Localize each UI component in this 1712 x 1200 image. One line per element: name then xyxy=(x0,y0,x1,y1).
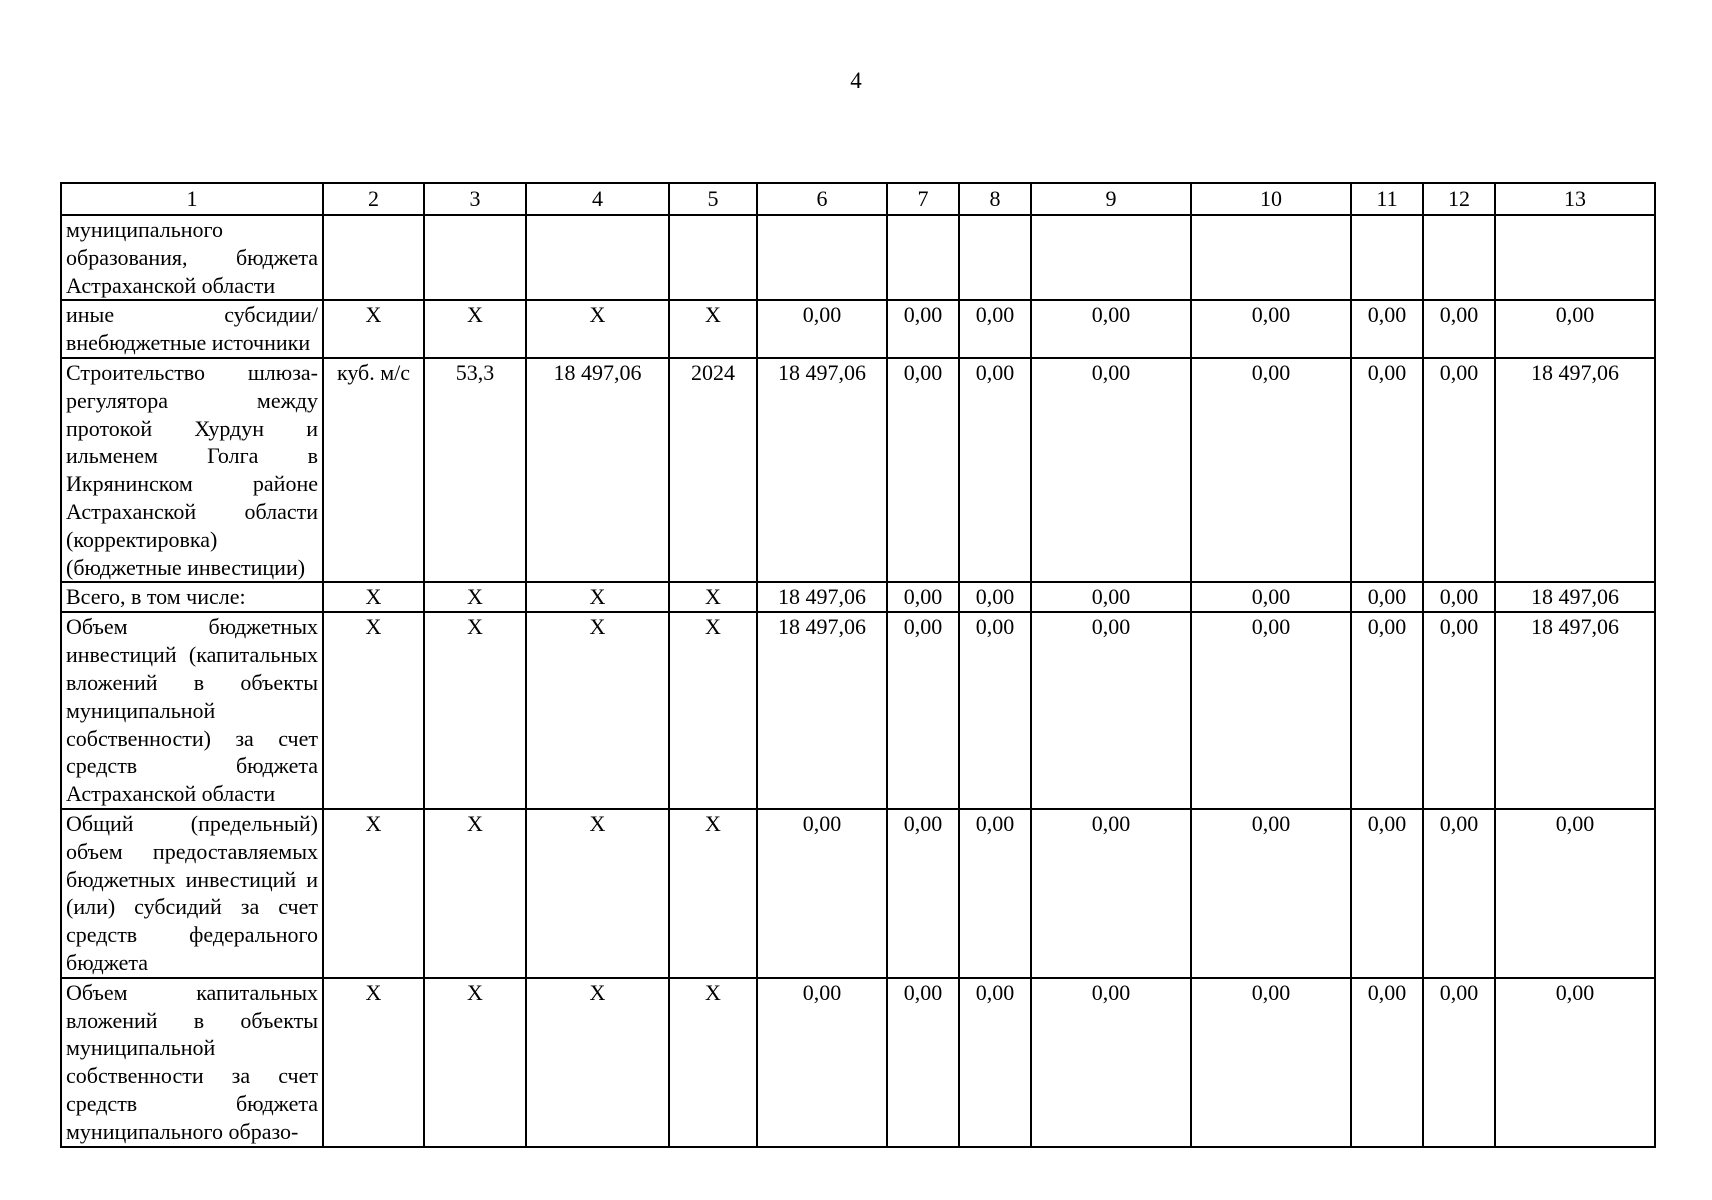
cell-col-8 xyxy=(959,215,1031,300)
cell-col-6: 0,00 xyxy=(757,809,887,978)
cell-col-2: X xyxy=(323,300,424,358)
cell-col-4: X xyxy=(526,582,669,612)
cell-col-6: 0,00 xyxy=(757,300,887,358)
cell-col-8: 0,00 xyxy=(959,809,1031,978)
cell-col-12: 0,00 xyxy=(1423,809,1495,978)
cell-col-4: X xyxy=(526,978,669,1147)
cell-col-10: 0,00 xyxy=(1191,978,1351,1147)
cell-col-7: 0,00 xyxy=(887,300,959,358)
cell-col-5 xyxy=(669,215,757,300)
column-header-12: 12 xyxy=(1423,183,1495,215)
column-header-10: 10 xyxy=(1191,183,1351,215)
cell-col-3: 53,3 xyxy=(424,358,526,582)
cell-col-12: 0,00 xyxy=(1423,358,1495,582)
column-header-4: 4 xyxy=(526,183,669,215)
table-row xyxy=(61,358,1655,582)
row-label: Объем капитальных вложений в объекты муниципальной собственности за счет средств бюджета муниципального образо- xyxy=(61,978,323,1147)
cell-col-7 xyxy=(887,215,959,300)
cell-col-13 xyxy=(1495,215,1655,300)
column-header-6: 6 xyxy=(757,183,887,215)
cell-col-5: X xyxy=(669,809,757,978)
cell-col-4: 18 497,06 xyxy=(526,358,669,582)
cell-col-9: 0,00 xyxy=(1031,358,1191,582)
column-header-3: 3 xyxy=(424,183,526,215)
cell-col-12: 0,00 xyxy=(1423,612,1495,809)
column-header-1: 1 xyxy=(61,183,323,215)
cell-col-11 xyxy=(1351,215,1423,300)
cell-col-3: X xyxy=(424,809,526,978)
table-row xyxy=(61,300,1655,358)
cell-col-10: 0,00 xyxy=(1191,300,1351,358)
table-row xyxy=(61,978,1655,1147)
cell-col-13: 0,00 xyxy=(1495,809,1655,978)
cell-col-9: 0,00 xyxy=(1031,978,1191,1147)
cell-col-6: 0,00 xyxy=(757,978,887,1147)
cell-col-13: 18 497,06 xyxy=(1495,582,1655,612)
cell-col-2: X xyxy=(323,978,424,1147)
cell-col-11: 0,00 xyxy=(1351,612,1423,809)
cell-col-10: 0,00 xyxy=(1191,582,1351,612)
cell-col-11: 0,00 xyxy=(1351,978,1423,1147)
cell-col-11: 0,00 xyxy=(1351,358,1423,582)
cell-col-9: 0,00 xyxy=(1031,612,1191,809)
cell-col-12: 0,00 xyxy=(1423,582,1495,612)
cell-col-13: 18 497,06 xyxy=(1495,612,1655,809)
cell-col-12: 0,00 xyxy=(1423,300,1495,358)
row-label: Общий (предельный) объем предоставляемых бюджетных инвестиций и (или) субсидий за счет средств федерального бюджета xyxy=(61,809,323,978)
cell-col-13: 18 497,06 xyxy=(1495,358,1655,582)
column-header-8: 8 xyxy=(959,183,1031,215)
cell-col-2 xyxy=(323,215,424,300)
table-row xyxy=(61,582,1655,612)
cell-col-10: 0,00 xyxy=(1191,358,1351,582)
row-label: Объем бюджетных инвестиций (капитальных вложений в объекты муниципальной собственности) за счет средств бюджета Астраханской области xyxy=(61,612,323,809)
cell-col-4: X xyxy=(526,300,669,358)
cell-col-10 xyxy=(1191,215,1351,300)
cell-col-8: 0,00 xyxy=(959,582,1031,612)
cell-col-12: 0,00 xyxy=(1423,978,1495,1147)
cell-col-11: 0,00 xyxy=(1351,809,1423,978)
row-label: Строительство шлюза-регулятора между протокой Хурдун и ильменем Голга в Икрянинском районе Астраханской области (корректировка) (бюджетные инвестиции) xyxy=(61,358,323,582)
cell-col-13: 0,00 xyxy=(1495,978,1655,1147)
cell-col-3: X xyxy=(424,582,526,612)
column-header-13: 13 xyxy=(1495,183,1655,215)
cell-col-6 xyxy=(757,215,887,300)
cell-col-6: 18 497,06 xyxy=(757,358,887,582)
cell-col-8: 0,00 xyxy=(959,978,1031,1147)
cell-col-3 xyxy=(424,215,526,300)
cell-col-7: 0,00 xyxy=(887,358,959,582)
cell-col-3: X xyxy=(424,300,526,358)
column-header-7: 7 xyxy=(887,183,959,215)
cell-col-11: 0,00 xyxy=(1351,300,1423,358)
cell-col-3: X xyxy=(424,612,526,809)
cell-col-12 xyxy=(1423,215,1495,300)
cell-col-5: X xyxy=(669,582,757,612)
table-row xyxy=(61,612,1655,809)
cell-col-5: X xyxy=(669,612,757,809)
cell-col-4: X xyxy=(526,809,669,978)
column-header-11: 11 xyxy=(1351,183,1423,215)
cell-col-7: 0,00 xyxy=(887,978,959,1147)
row-label: муниципального образования, бюджета Астраханской области xyxy=(61,215,323,300)
column-header-5: 5 xyxy=(669,183,757,215)
cell-col-9: 0,00 xyxy=(1031,809,1191,978)
table-row xyxy=(61,215,1655,300)
cell-col-7: 0,00 xyxy=(887,582,959,612)
cell-col-7: 0,00 xyxy=(887,809,959,978)
cell-col-9: 0,00 xyxy=(1031,582,1191,612)
row-label: иные субсидии/ внебюджетные источники xyxy=(61,300,323,358)
cell-col-5: 2024 xyxy=(669,358,757,582)
page-number: 4 xyxy=(850,68,862,93)
column-header-9: 9 xyxy=(1031,183,1191,215)
cell-col-4: X xyxy=(526,612,669,809)
cell-col-2: куб. м/с xyxy=(323,358,424,582)
cell-col-5: X xyxy=(669,978,757,1147)
cell-col-3: X xyxy=(424,978,526,1147)
header-row xyxy=(61,183,1655,215)
cell-col-5: X xyxy=(669,300,757,358)
cell-col-4 xyxy=(526,215,669,300)
cell-col-8: 0,00 xyxy=(959,300,1031,358)
column-header-2: 2 xyxy=(323,183,424,215)
cell-col-9: 0,00 xyxy=(1031,300,1191,358)
cell-col-2: X xyxy=(323,612,424,809)
cell-col-13: 0,00 xyxy=(1495,300,1655,358)
cell-col-8: 0,00 xyxy=(959,358,1031,582)
row-label: Всего, в том числе: xyxy=(61,582,323,612)
cell-col-10: 0,00 xyxy=(1191,809,1351,978)
table-row xyxy=(61,809,1655,978)
cell-col-11: 0,00 xyxy=(1351,582,1423,612)
cell-col-6: 18 497,06 xyxy=(757,582,887,612)
cell-col-9 xyxy=(1031,215,1191,300)
budget-table xyxy=(60,182,1656,1148)
cell-col-7: 0,00 xyxy=(887,612,959,809)
cell-col-6: 18 497,06 xyxy=(757,612,887,809)
cell-col-8: 0,00 xyxy=(959,612,1031,809)
cell-col-10: 0,00 xyxy=(1191,612,1351,809)
table-body xyxy=(61,215,1655,1147)
cell-col-2: X xyxy=(323,809,424,978)
cell-col-2: X xyxy=(323,582,424,612)
